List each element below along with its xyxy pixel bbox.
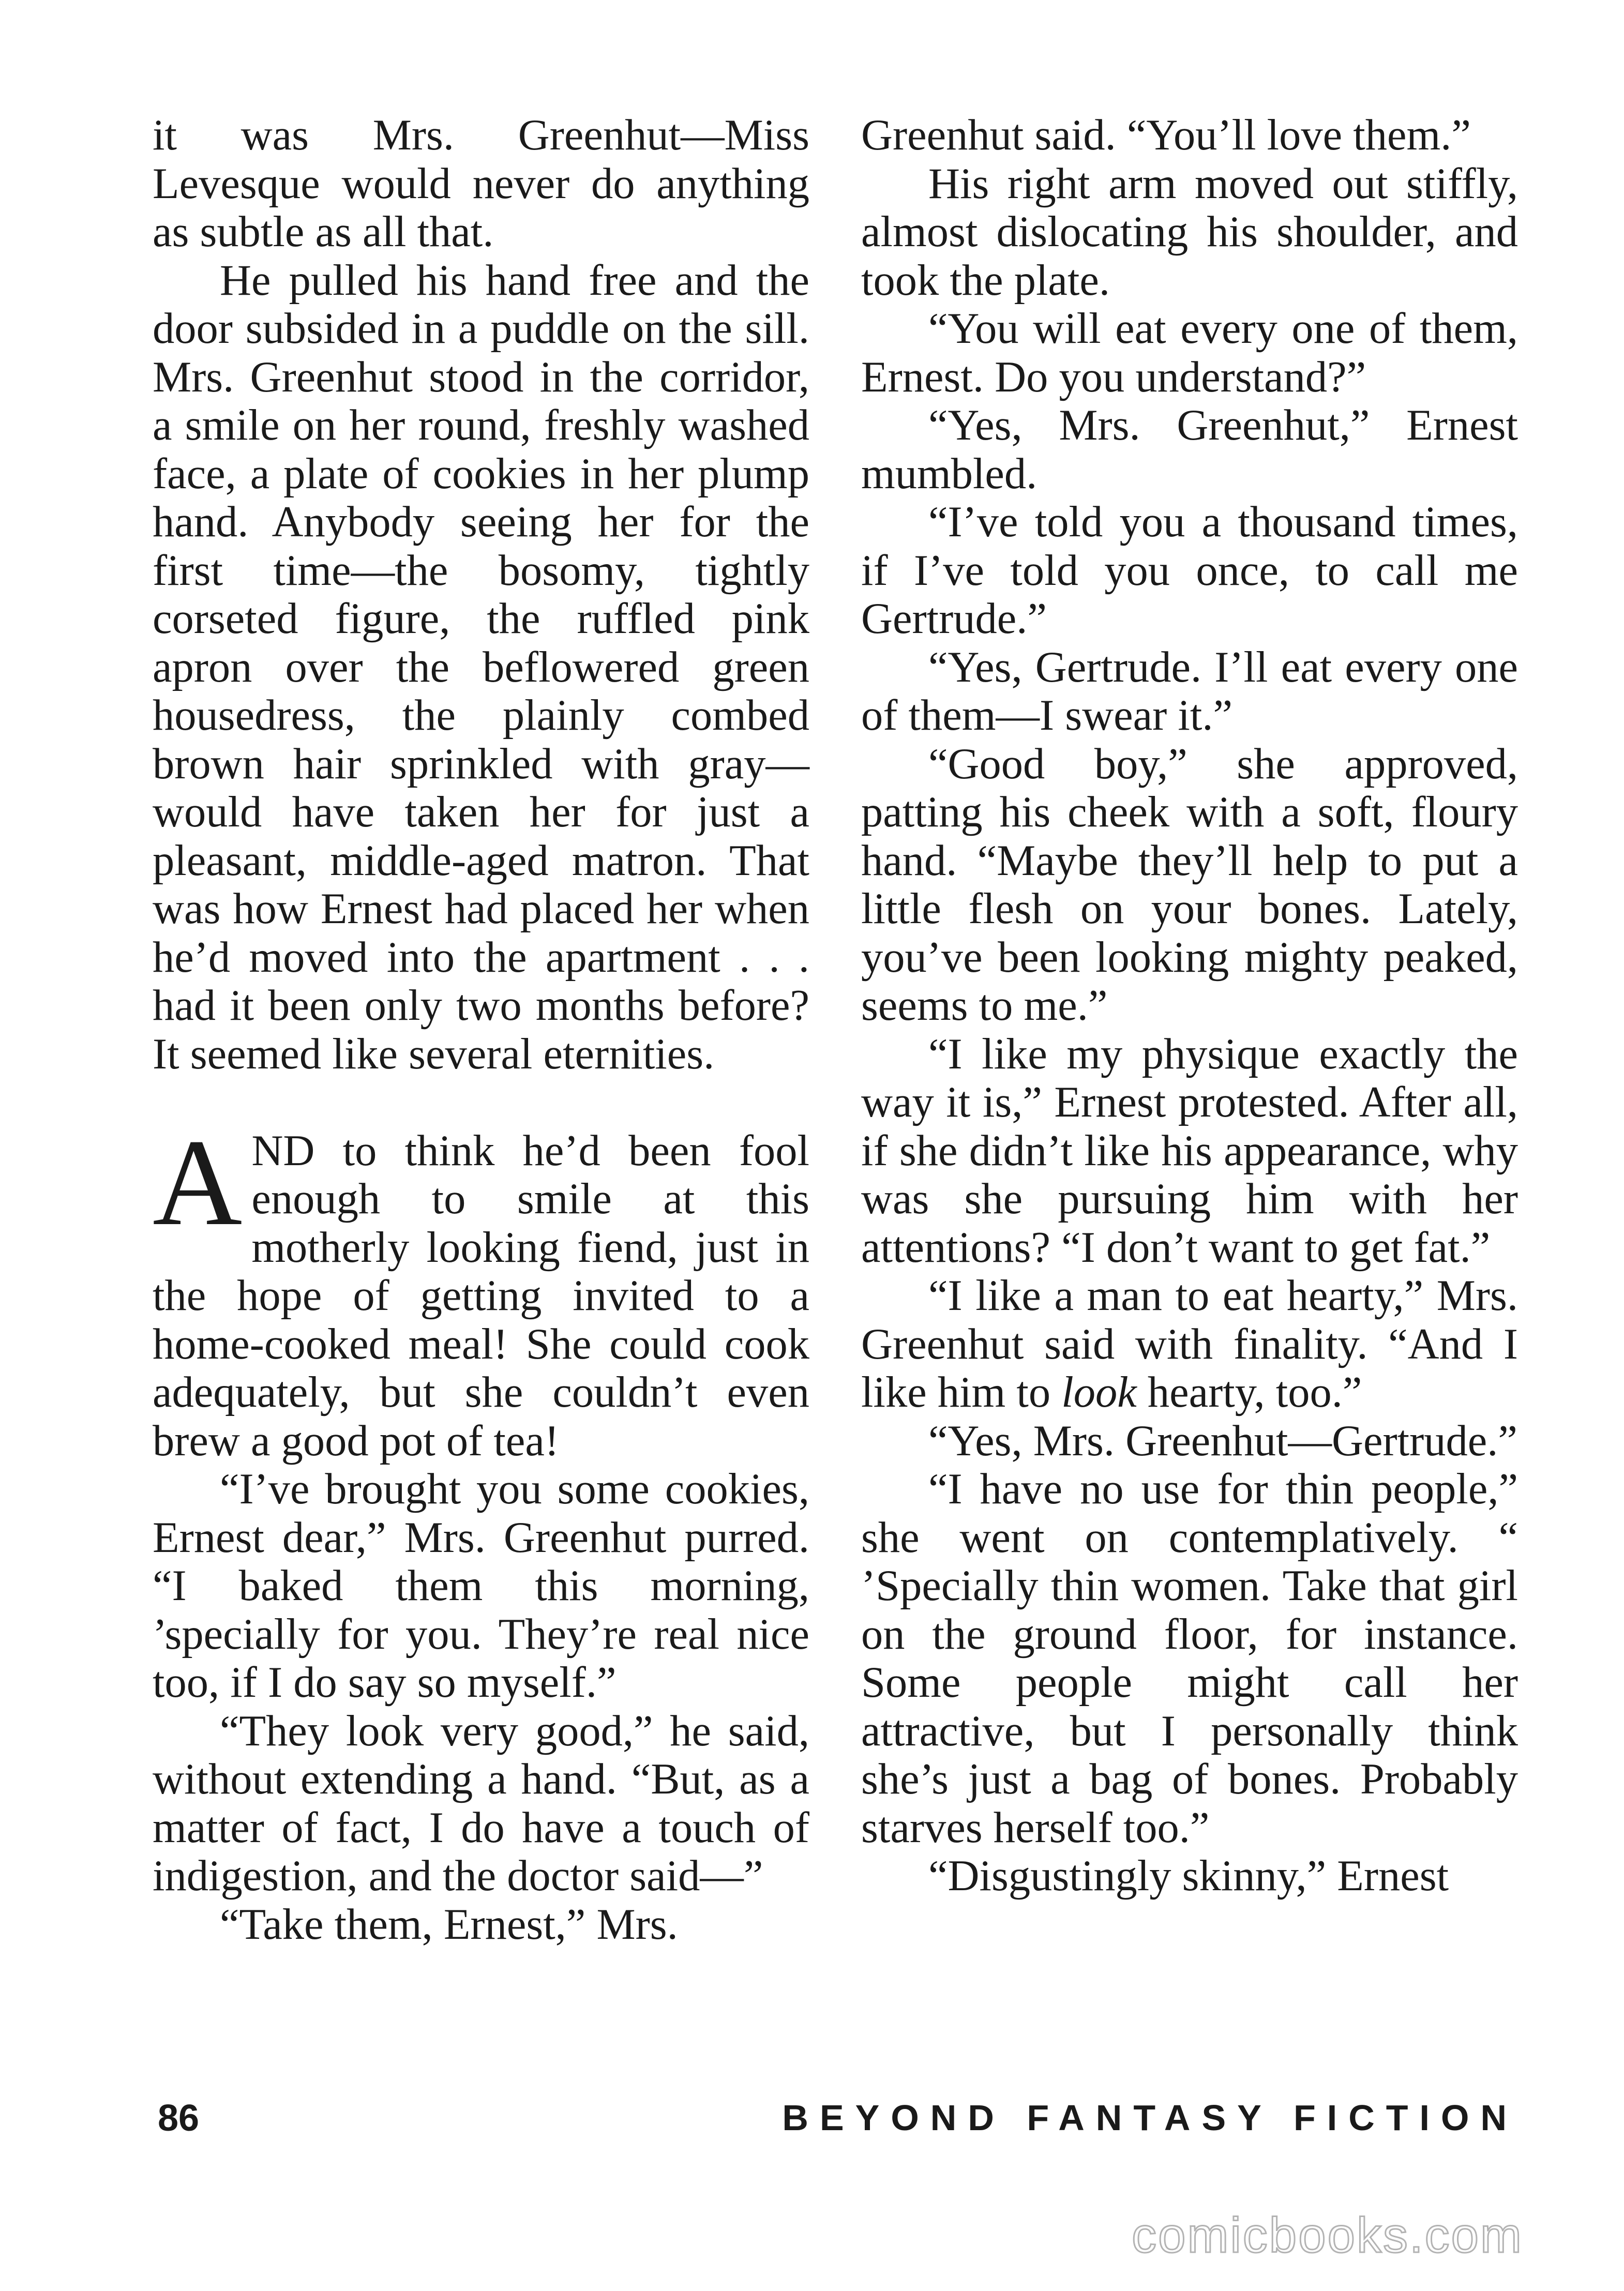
paragraph-text: “I like a man to eat hearty,” Mrs. Greenhut said with finality. “And I like him to [861, 1272, 1518, 1416]
paragraph: His right arm moved out stiffly, almost dislocating his shoulder, and took the plate. [861, 159, 1518, 305]
paragraph: “I have no use for thin people,” she went on contemplatively. “ ’Specially thin women. Take that girl on the ground floor, for instance. Some people might call her attractive, but I personally think she’s just a bag of bones. Probably starves herself too.” [861, 1465, 1518, 1852]
paragraph: Greenhut said. “You’ll love them.” [861, 111, 1471, 159]
paragraph: He pulled his hand free and the door subsided in a puddle on the sill. Mrs. Greenhut stood in the corridor, a smile on her round, freshly washed face, a plate of cookies in her plump hand. Anybody seeing her for the first time—the bosomy, tightly corseted figure, the ruffled pink apron over the beflowered green housedress, the plainly combed brown hair sprinkled with gray—would have taken her for just a pleasant, middle-aged matron. That was how Ernest had placed her when he’d moved into the apartment . . . had it been only two months before? It seemed like several eternities. [153, 256, 809, 1078]
dropcap-paragraph [153, 1113, 809, 1466]
drop-cap: A [153, 1113, 243, 1251]
right-column [861, 111, 1518, 1901]
paragraph: “I’ve told you a thousand times, if I’ve told you once, to call me Gertrude.” [861, 498, 1518, 643]
emphasis: look [1061, 1368, 1137, 1416]
paragraph: “Disgustingly skinny,” Ernest [928, 1852, 1449, 1900]
paragraph [861, 1272, 1518, 1417]
page-number: 86 [158, 2098, 200, 2139]
paragraph: “Yes, Gertrude. I’ll eat every one of them—I swear it.” [861, 643, 1518, 740]
watermark: comicbooks.com [1132, 2208, 1523, 2263]
paragraph: “I’ve brought you some cookies, Ernest dear,” Mrs. Greenhut purred. “I baked them this morning, ’specially for you. They’re real nice too, if I do say so myself.” [153, 1465, 809, 1707]
paragraph: “You will eat every one of them, Ernest. Do you understand?” [861, 305, 1518, 401]
paragraph: “Take them, Ernest,” Mrs. [220, 1900, 678, 1949]
paragraph-text: hearty, too.” [1136, 1368, 1362, 1416]
paragraph: “Yes, Mrs. Greenhut—Gertrude.” [928, 1416, 1517, 1465]
left-column [153, 111, 809, 1949]
paragraph: it was Mrs. Greenhut—Miss Levesque would never do anything as subtle as all that. [153, 111, 809, 256]
paragraph: “Yes, Mrs. Greenhut,” Ernest mumbled. [861, 401, 1518, 498]
paragraph-text: ND to think he’d been fool enough to smile at this motherly looking fiend, just in the hope of getting invited to a home-cooked meal! She could cook adequately, but she couldn’t even brew a good pot of tea! [153, 1126, 809, 1465]
paragraph: “They look very good,” he said, without extending a hand. “But, as a matter of fact, I do have a touch of indigestion, and the doctor said—” [153, 1707, 809, 1900]
paragraph: “Good boy,” she approved, patting his cheek with a soft, floury hand. “Maybe they’ll help to put a little flesh on your bones. Lately, you’ve been looking mighty peaked, seems to me.” [861, 740, 1518, 1030]
running-head: BEYOND FANTASY FICTION [782, 2098, 1518, 2138]
paragraph: “I like my physique exactly the way it is,” Ernest protested. After all, if she didn’t like his appearance, why was she pursuing him with her attentions? “I don’t want to get fat.” [861, 1030, 1518, 1272]
